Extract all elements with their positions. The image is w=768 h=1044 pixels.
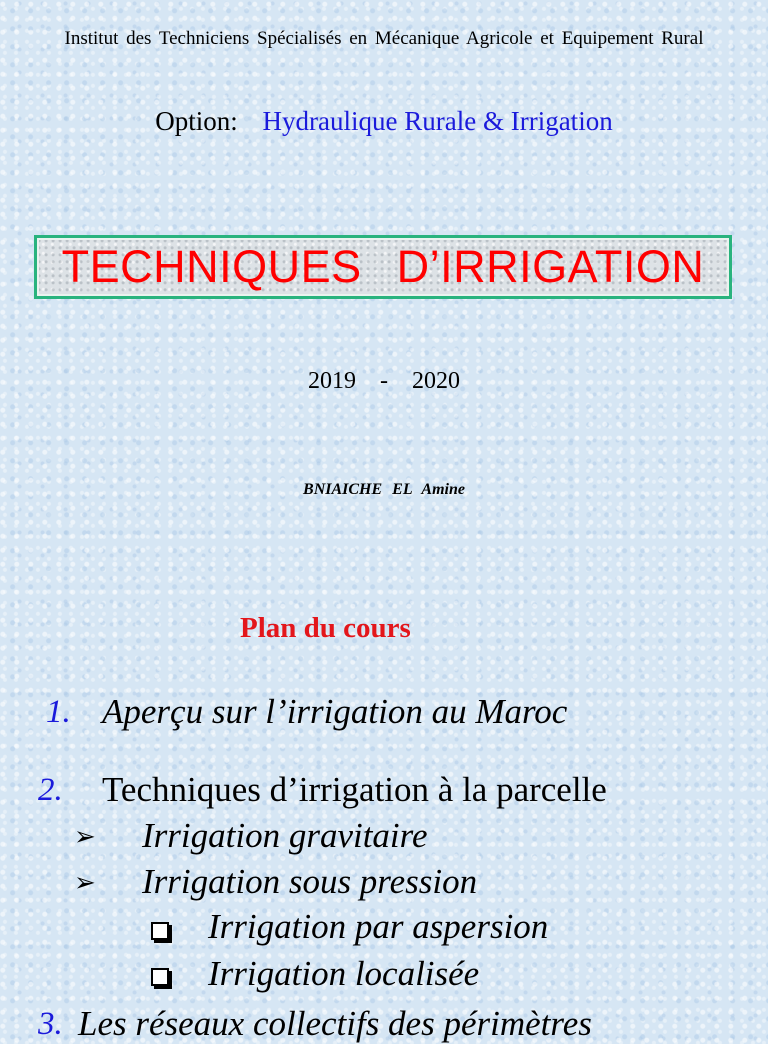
academic-years: 2019 - 2020 [308, 368, 460, 394]
arrow-bullet-icon: ➢ [74, 868, 96, 897]
author-name: BNIAICHE EL Amine [303, 481, 465, 498]
plan-title: Plan du cours [240, 612, 411, 644]
option-value: Hydraulique Rurale & Irrigation [262, 106, 613, 136]
institute-name: Institut des Techniciens Spécialisés en Mécanique Agricole et Equipement Rural [64, 28, 704, 49]
title-banner [34, 235, 732, 299]
square-bullet-icon [151, 922, 169, 940]
plan-item-2: Techniques d’irrigation à la parcelle [102, 770, 607, 809]
plan-subitem-gravitaire: Irrigation gravitaire [142, 816, 428, 855]
item-number: 1. [46, 694, 71, 730]
square-bullet-icon [151, 968, 169, 986]
item-number: 2. [38, 772, 63, 808]
option-label: Option: [155, 106, 238, 136]
arrow-bullet-icon: ➢ [74, 822, 96, 851]
plan-subitem-pression: Irrigation sous pression [142, 862, 478, 901]
document-title: TECHNIQUES D’IRRIGATION [61, 241, 705, 292]
plan-item-1: Aperçu sur l’irrigation au Maroc [102, 692, 568, 731]
item-number: 3. [38, 1006, 63, 1042]
plan-item-3: Les réseaux collectifs des périmètres [78, 1004, 592, 1043]
plan-subitem-localisee: Irrigation localisée [208, 954, 480, 993]
option-line [0, 106, 768, 137]
plan-subitem-aspersion: Irrigation par aspersion [208, 907, 549, 946]
